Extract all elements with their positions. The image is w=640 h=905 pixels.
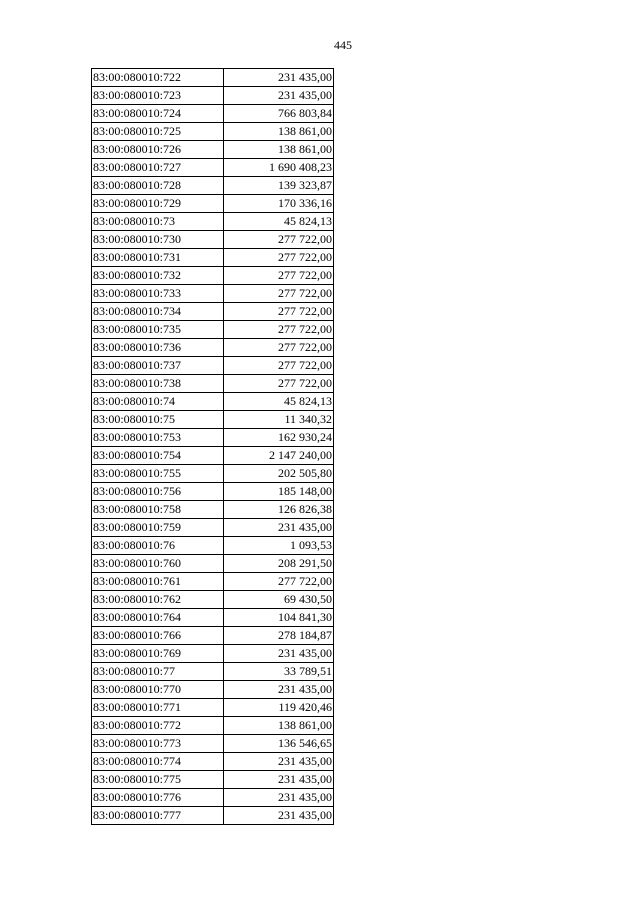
table-row <box>92 807 334 825</box>
cadastral-value-cell: 277 722,00 <box>224 339 334 357</box>
cadastral-number-cell: 83:00:080010:764 <box>92 609 224 627</box>
cadastral-number-cell: 83:00:080010:729 <box>92 195 224 213</box>
table-row <box>92 87 334 105</box>
cadastral-value-cell: 162 930,24 <box>224 429 334 447</box>
table-row <box>92 573 334 591</box>
cadastral-number-cell: 83:00:080010:75 <box>92 411 224 429</box>
table-row <box>92 753 334 771</box>
cadastral-value-cell: 119 420,46 <box>224 699 334 717</box>
table-row <box>92 645 334 663</box>
cadastral-number-cell: 83:00:080010:727 <box>92 159 224 177</box>
table-row <box>92 555 334 573</box>
cadastral-number-cell: 83:00:080010:759 <box>92 519 224 537</box>
cadastral-value-cell: 277 722,00 <box>224 375 334 393</box>
table-row <box>92 591 334 609</box>
cadastral-value-cell: 277 722,00 <box>224 231 334 249</box>
cadastral-value-cell: 138 861,00 <box>224 717 334 735</box>
table-row <box>92 501 334 519</box>
cadastral-value-cell: 11 340,32 <box>224 411 334 429</box>
table-row <box>92 339 334 357</box>
cadastral-number-cell: 83:00:080010:762 <box>92 591 224 609</box>
table-row <box>92 717 334 735</box>
table-row <box>92 141 334 159</box>
cadastral-value-cell: 231 435,00 <box>224 681 334 699</box>
cadastral-value-cell: 170 336,16 <box>224 195 334 213</box>
cadastral-number-cell: 83:00:080010:735 <box>92 321 224 339</box>
cadastral-value-cell: 202 505,80 <box>224 465 334 483</box>
cadastral-number-cell: 83:00:080010:731 <box>92 249 224 267</box>
cadastral-number-cell: 83:00:080010:776 <box>92 789 224 807</box>
table-row <box>92 663 334 681</box>
cadastral-value-cell: 2 147 240,00 <box>224 447 334 465</box>
table-row <box>92 699 334 717</box>
table-row <box>92 69 334 87</box>
table-row <box>92 627 334 645</box>
cadastral-number-cell: 83:00:080010:726 <box>92 141 224 159</box>
cadastral-number-cell: 83:00:080010:758 <box>92 501 224 519</box>
cadastral-number-cell: 83:00:080010:723 <box>92 87 224 105</box>
cadastral-value-cell: 766 803,84 <box>224 105 334 123</box>
cadastral-value-cell: 277 722,00 <box>224 303 334 321</box>
table-row <box>92 195 334 213</box>
cadastral-number-cell: 83:00:080010:728 <box>92 177 224 195</box>
cadastral-number-cell: 83:00:080010:724 <box>92 105 224 123</box>
cadastral-value-cell: 45 824,13 <box>224 393 334 411</box>
table-row <box>92 375 334 393</box>
cadastral-number-cell: 83:00:080010:770 <box>92 681 224 699</box>
cadastral-value-cell: 45 824,13 <box>224 213 334 231</box>
cadastral-number-cell: 83:00:080010:74 <box>92 393 224 411</box>
cadastral-value-cell: 69 430,50 <box>224 591 334 609</box>
table-row <box>92 123 334 141</box>
cadastral-value-table <box>91 68 334 825</box>
cadastral-number-cell: 83:00:080010:732 <box>92 267 224 285</box>
table-row <box>92 213 334 231</box>
page-number: 445 <box>334 38 352 52</box>
table-row <box>92 357 334 375</box>
cadastral-number-cell: 83:00:080010:772 <box>92 717 224 735</box>
cadastral-value-cell: 277 722,00 <box>224 321 334 339</box>
cadastral-number-cell: 83:00:080010:774 <box>92 753 224 771</box>
cadastral-number-cell: 83:00:080010:736 <box>92 339 224 357</box>
cadastral-value-cell: 138 861,00 <box>224 123 334 141</box>
table-row <box>92 321 334 339</box>
cadastral-value-cell: 277 722,00 <box>224 357 334 375</box>
cadastral-value-cell: 231 435,00 <box>224 789 334 807</box>
cadastral-number-cell: 83:00:080010:756 <box>92 483 224 501</box>
cadastral-number-cell: 83:00:080010:725 <box>92 123 224 141</box>
table-row <box>92 735 334 753</box>
cadastral-value-cell: 33 789,51 <box>224 663 334 681</box>
table-row <box>92 681 334 699</box>
table-row <box>92 159 334 177</box>
table-row <box>92 447 334 465</box>
cadastral-value-cell: 138 861,00 <box>224 141 334 159</box>
cadastral-value-cell: 231 435,00 <box>224 753 334 771</box>
cadastral-value-cell: 104 841,30 <box>224 609 334 627</box>
table-row <box>92 537 334 555</box>
cadastral-number-cell: 83:00:080010:737 <box>92 357 224 375</box>
table-row <box>92 393 334 411</box>
cadastral-number-cell: 83:00:080010:754 <box>92 447 224 465</box>
table-row <box>92 483 334 501</box>
cadastral-number-cell: 83:00:080010:738 <box>92 375 224 393</box>
table-row <box>92 267 334 285</box>
cadastral-number-cell: 83:00:080010:734 <box>92 303 224 321</box>
cadastral-value-cell: 231 435,00 <box>224 771 334 789</box>
cadastral-value-cell: 278 184,87 <box>224 627 334 645</box>
cadastral-number-cell: 83:00:080010:73 <box>92 213 224 231</box>
table-row <box>92 303 334 321</box>
cadastral-number-cell: 83:00:080010:733 <box>92 285 224 303</box>
cadastral-value-cell: 1 093,53 <box>224 537 334 555</box>
table-row <box>92 249 334 267</box>
cadastral-number-cell: 83:00:080010:761 <box>92 573 224 591</box>
cadastral-value-cell: 231 435,00 <box>224 807 334 825</box>
cadastral-number-cell: 83:00:080010:755 <box>92 465 224 483</box>
table-row <box>92 177 334 195</box>
cadastral-number-cell: 83:00:080010:766 <box>92 627 224 645</box>
cadastral-number-cell: 83:00:080010:753 <box>92 429 224 447</box>
cadastral-number-cell: 83:00:080010:76 <box>92 537 224 555</box>
cadastral-value-cell: 139 323,87 <box>224 177 334 195</box>
table-row <box>92 429 334 447</box>
cadastral-value-cell: 208 291,50 <box>224 555 334 573</box>
cadastral-value-cell: 277 722,00 <box>224 249 334 267</box>
cadastral-value-cell: 231 435,00 <box>224 645 334 663</box>
cadastral-number-cell: 83:00:080010:771 <box>92 699 224 717</box>
cadastral-value-cell: 277 722,00 <box>224 573 334 591</box>
table-row <box>92 231 334 249</box>
table-row <box>92 771 334 789</box>
cadastral-value-cell: 277 722,00 <box>224 267 334 285</box>
cadastral-number-cell: 83:00:080010:775 <box>92 771 224 789</box>
cadastral-number-cell: 83:00:080010:769 <box>92 645 224 663</box>
table-row <box>92 609 334 627</box>
cadastral-value-cell: 231 435,00 <box>224 69 334 87</box>
table-row <box>92 105 334 123</box>
cadastral-value-cell: 185 148,00 <box>224 483 334 501</box>
cadastral-number-cell: 83:00:080010:730 <box>92 231 224 249</box>
cadastral-number-cell: 83:00:080010:760 <box>92 555 224 573</box>
table-body <box>92 69 334 825</box>
table-row <box>92 285 334 303</box>
cadastral-value-cell: 231 435,00 <box>224 519 334 537</box>
table-row <box>92 465 334 483</box>
cadastral-number-cell: 83:00:080010:77 <box>92 663 224 681</box>
cadastral-value-cell: 1 690 408,23 <box>224 159 334 177</box>
cadastral-number-cell: 83:00:080010:777 <box>92 807 224 825</box>
cadastral-number-cell: 83:00:080010:773 <box>92 735 224 753</box>
cadastral-value-cell: 277 722,00 <box>224 285 334 303</box>
cadastral-value-cell: 136 546,65 <box>224 735 334 753</box>
cadastral-value-cell: 126 826,38 <box>224 501 334 519</box>
table-row <box>92 789 334 807</box>
cadastral-number-cell: 83:00:080010:722 <box>92 69 224 87</box>
table-row <box>92 519 334 537</box>
cadastral-value-cell: 231 435,00 <box>224 87 334 105</box>
table-row <box>92 411 334 429</box>
